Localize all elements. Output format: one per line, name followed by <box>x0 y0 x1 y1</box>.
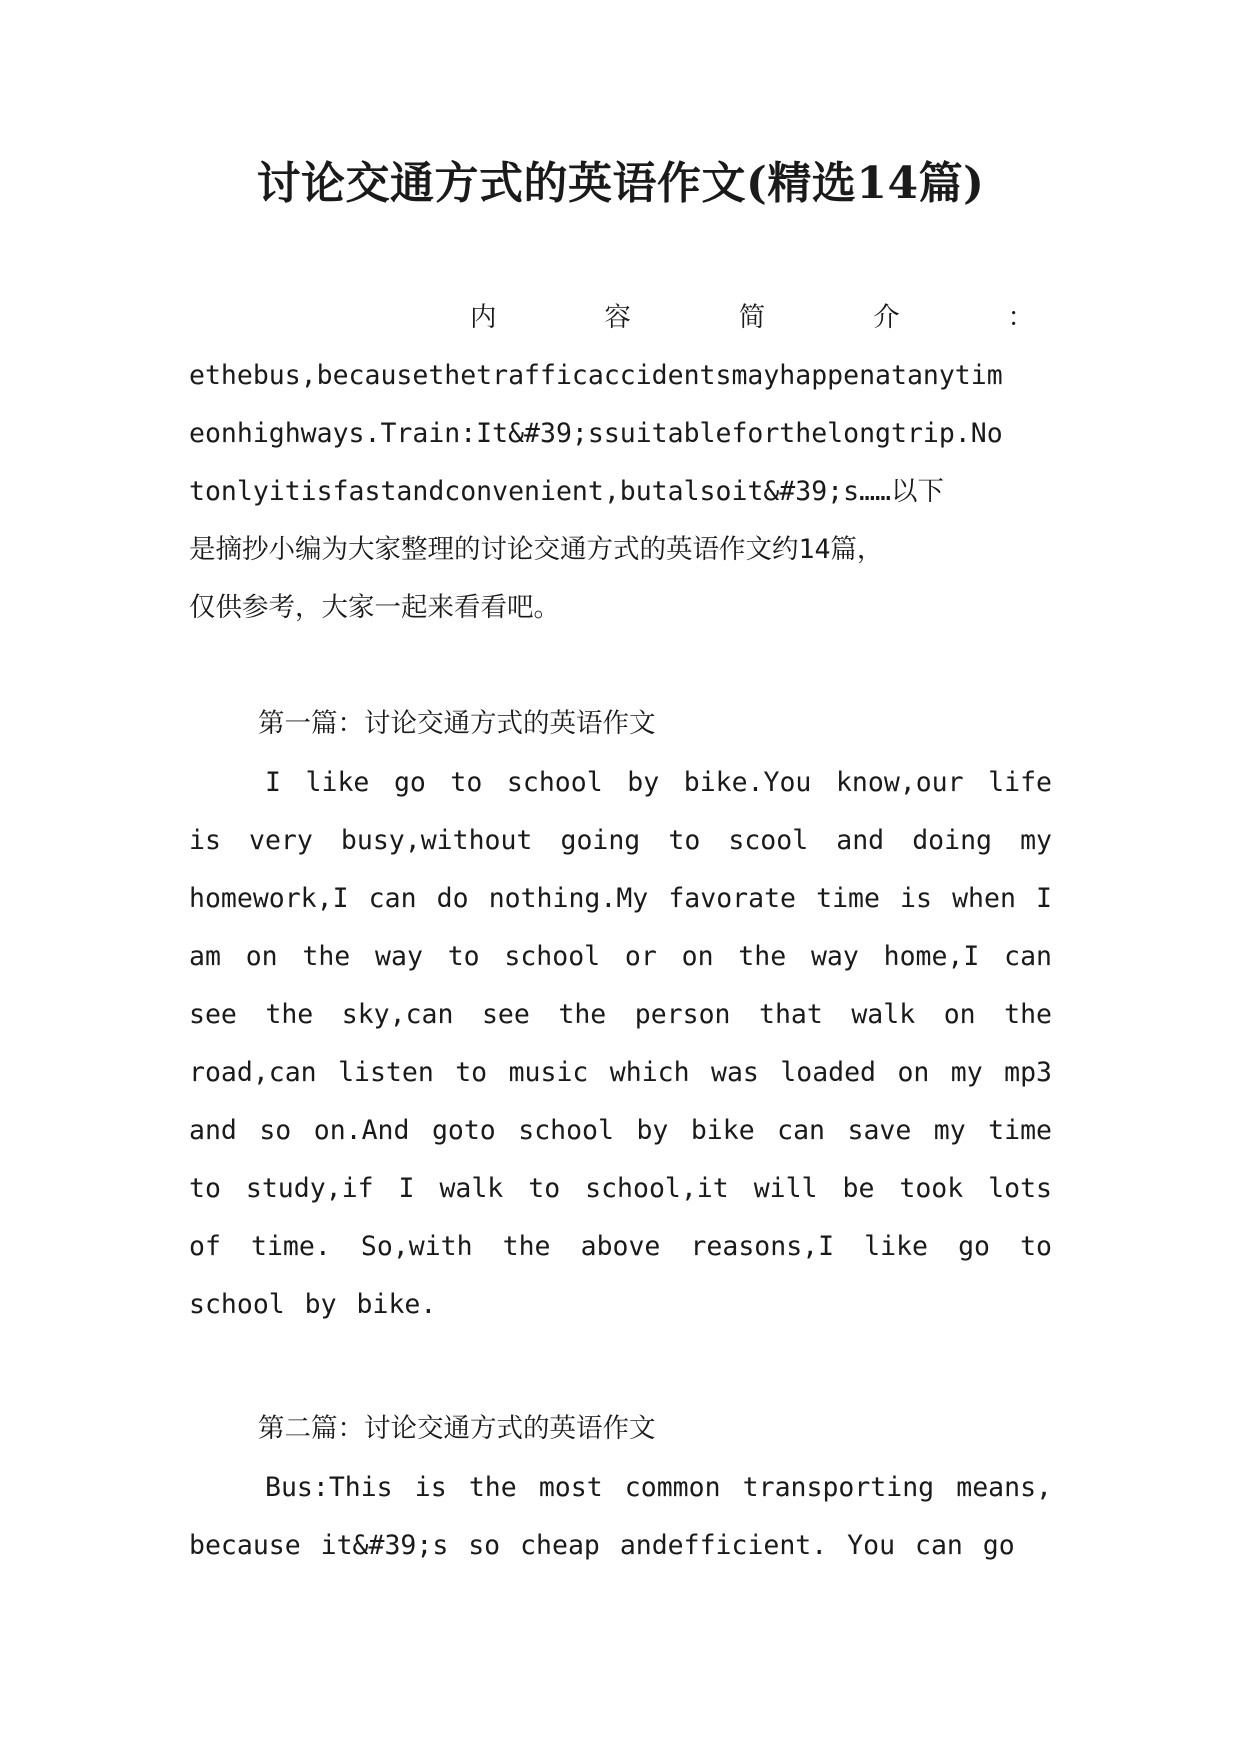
section-body: I like go to school by bike.You know,our life is very busy,without going to scool and doing my homework,I can do nothing.My favorate time is when I am on the way to school or on the way home,I can see the sky,can see the person that walk on the road,can listen to music which was loaded on my mp3 and so on.And goto school by bike can save my time to study,if I walk to school,it will be took lots of time. So,with the above reasons,I like go to school by bike. <box>189 767 1052 1320</box>
document-title: 讨论交通方式的英语作文(精选14篇) <box>256 158 985 209</box>
section-heading: 第二篇：讨论交通方式的英语作文 <box>258 1413 656 1444</box>
summary-label-char: 内 <box>470 302 497 333</box>
summary-block <box>189 289 1052 637</box>
summary-label-char: 简 <box>738 302 766 333</box>
section-heading: 第一篇：讨论交通方式的英语作文 <box>258 708 656 739</box>
summary-text: ethebus,becausethetrafficaccidentsmayhappenatanytim eonhighways.Train:It&#39;ssuitableforthelongtrip.No tonlyitisfastandconvenient,butalsoit&#39;s……以下 是摘抄小编为大家整理的讨论交通方式的英语作文约14篇， 仅供参考，大家一起来看看吧。 <box>189 360 1003 623</box>
section-body: Bus:This is the most common transporting means, because it&#39;s so cheap andefficient. You can go <box>189 1472 1052 1561</box>
summary-label-char: 介 <box>873 302 900 333</box>
summary-label <box>189 289 1052 347</box>
summary-label-char: ： <box>1007 302 1034 333</box>
summary-label-char: 容 <box>604 302 631 333</box>
